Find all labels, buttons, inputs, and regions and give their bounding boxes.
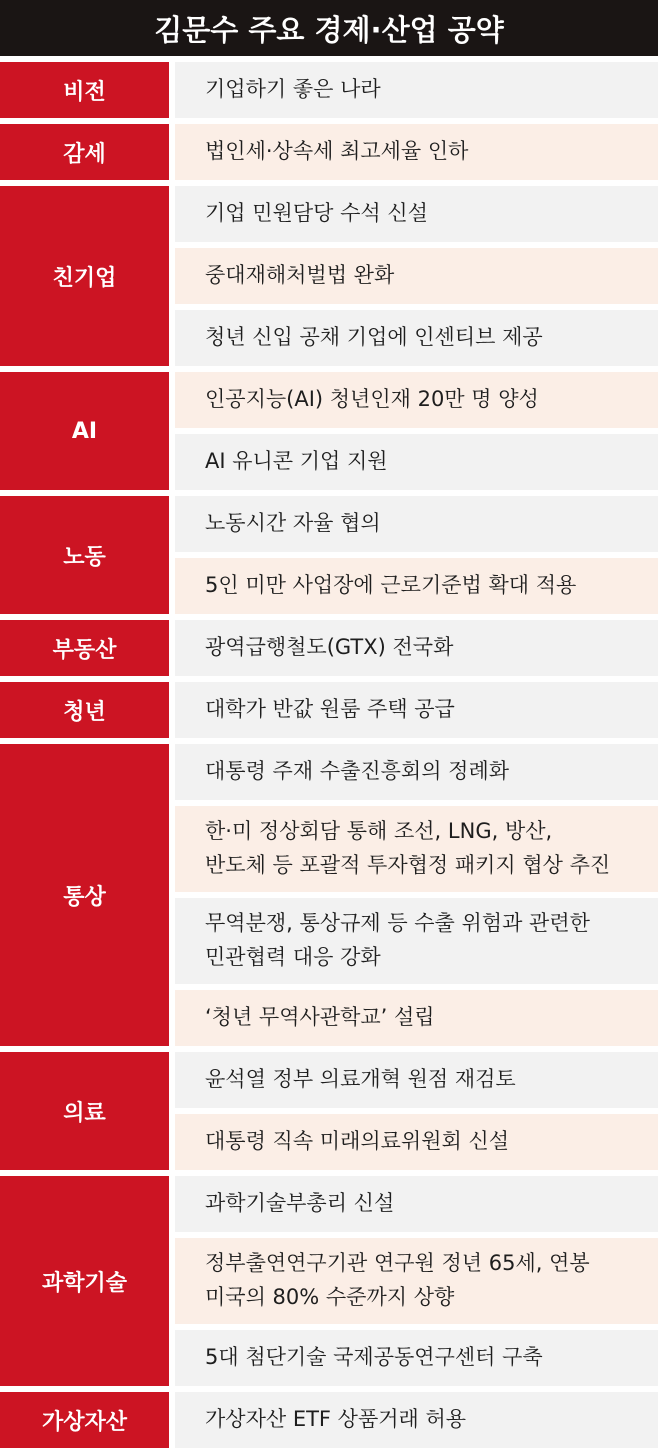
- category-label: 과학기술: [0, 1176, 169, 1386]
- pledge-item: [175, 682, 658, 738]
- pledge-item: [175, 898, 658, 984]
- pledge-item-text: 대통령 주재 수출진흥회의 정례화: [205, 759, 510, 784]
- pledge-item: [175, 806, 658, 892]
- pledge-item-text: 5인 미만 사업장에 근로기준법 확대 적용: [205, 573, 577, 598]
- pledge-item-text: 기업 민원담당 수석 신설: [205, 201, 428, 226]
- pledge-item: [175, 1392, 658, 1448]
- pledge-item-text: ‘청년 무역사관학교’ 설립: [205, 1005, 435, 1030]
- pledge-item: [175, 1238, 658, 1324]
- pledge-item: [175, 620, 658, 676]
- pledge-item: [175, 744, 658, 800]
- category-label: 친기업: [0, 186, 169, 366]
- pledge-item-text: 대통령 직속 미래의료위원회 신설: [205, 1129, 510, 1154]
- category-label: 노동: [0, 496, 169, 614]
- category-label: AI: [0, 372, 169, 490]
- pledge-item-text: 가상자산 ETF 상품거래 허용: [205, 1407, 467, 1432]
- pledge-item-text: 광역급행철도(GTX) 전국화: [205, 635, 454, 660]
- pledge-item: [175, 62, 658, 118]
- pledge-item-text: AI 유니콘 기업 지원: [205, 449, 388, 474]
- pledge-list: [175, 124, 658, 180]
- pledge-group: [0, 124, 658, 180]
- pledge-item-text: 대학가 반값 원룸 주택 공급: [205, 697, 455, 722]
- pledge-group: [0, 496, 658, 614]
- pledge-list: [175, 496, 658, 614]
- pledge-group: [0, 744, 658, 1046]
- pledge-item: [175, 248, 658, 304]
- category-label: 부동산: [0, 620, 169, 676]
- pledge-table: [0, 62, 658, 1454]
- pledge-item: [175, 372, 658, 428]
- category-label: 청년: [0, 682, 169, 738]
- pledge-group: [0, 620, 658, 676]
- pledge-group: [0, 372, 658, 490]
- pledge-item-text: 중대재해처벌법 완화: [205, 263, 395, 288]
- pledge-list: [175, 620, 658, 676]
- category-label: 통상: [0, 744, 169, 1046]
- category-label: 의료: [0, 1052, 169, 1170]
- pledge-group: [0, 1176, 658, 1386]
- pledge-item: [175, 1114, 658, 1170]
- pledge-item: [175, 558, 658, 614]
- pledge-group: [0, 682, 658, 738]
- pledge-item: [175, 186, 658, 242]
- pledge-item-text: 윤석열 정부 의료개혁 원점 재검토: [205, 1067, 516, 1092]
- pledge-list: [175, 62, 658, 118]
- pledge-group: [0, 1052, 658, 1170]
- pledge-group: [0, 62, 658, 118]
- pledge-item-text: 법인세·상속세 최고세율 인하: [205, 139, 469, 164]
- category-label: 감세: [0, 124, 169, 180]
- pledge-item-text: 한·미 정상회담 통해 조선, LNG, 방산, 반도체 등 포괄적 투자협정 패키지 협상 추진: [205, 819, 611, 877]
- pledge-item: [175, 434, 658, 490]
- pledge-group: [0, 1392, 658, 1448]
- pledge-group: [0, 186, 658, 366]
- category-label: 비전: [0, 62, 169, 118]
- pledge-item: [175, 1330, 658, 1386]
- pledge-item-text: 기업하기 좋은 나라: [205, 77, 381, 102]
- category-label: 가상자산: [0, 1392, 169, 1448]
- pledge-item-text: 과학기술부총리 신설: [205, 1191, 395, 1216]
- pledge-item: [175, 1052, 658, 1108]
- pledge-list: [175, 744, 658, 1046]
- pledge-item-text: 노동시간 자율 협의: [205, 511, 381, 536]
- page-title: 김문수 주요 경제·산업 공약: [0, 0, 658, 56]
- pledge-list: [175, 682, 658, 738]
- pledge-item: [175, 310, 658, 366]
- pledge-item-text: 청년 신입 공채 기업에 인센티브 제공: [205, 325, 543, 350]
- pledge-list: [175, 1052, 658, 1170]
- pledge-item: [175, 990, 658, 1046]
- pledge-item-text: 5대 첨단기술 국제공동연구센터 구축: [205, 1345, 543, 1370]
- pledge-list: [175, 186, 658, 366]
- pledge-item: [175, 124, 658, 180]
- pledge-list: [175, 372, 658, 490]
- pledge-item-text: 무역분쟁, 통상규제 등 수출 위험과 관련한 민관협력 대응 강화: [205, 911, 590, 969]
- pledge-item-text: 인공지능(AI) 청년인재 20만 명 양성: [205, 387, 539, 412]
- pledge-list: [175, 1392, 658, 1448]
- pledge-list: [175, 1176, 658, 1386]
- pledge-item-text: 정부출연연구기관 연구원 정년 65세, 연봉 미국의 80% 수준까지 상향: [205, 1251, 590, 1309]
- pledge-item: [175, 1176, 658, 1232]
- pledge-item: [175, 496, 658, 552]
